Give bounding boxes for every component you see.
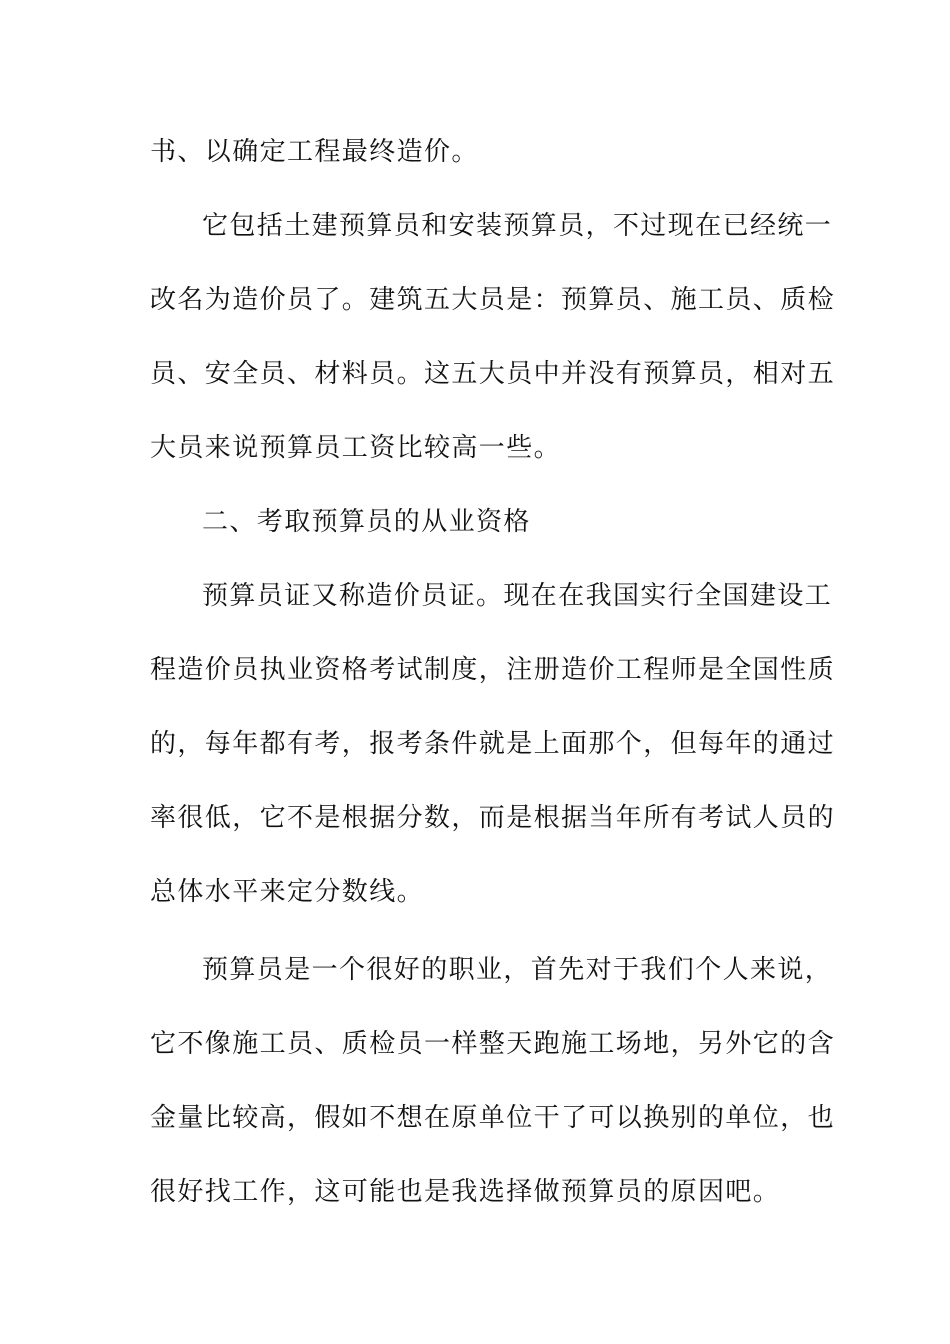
text-line: 员、安全员、材料员。这五大员中并没有预算员，相对五 xyxy=(150,359,836,389)
text-line: 它不像施工员、质检员一样整天跑施工场地，另外它的含 xyxy=(150,1029,836,1059)
section-heading: 二、考取预算员的从业资格 xyxy=(202,507,531,537)
text-line: 金量比较高，假如不想在原单位干了可以换别的单位，也 xyxy=(150,1103,836,1133)
text-line: 大员来说预算员工资比较高一些。 xyxy=(150,433,562,463)
paragraph-first-line: 它包括土建预算员和安装预算员，不过现在已经统一 xyxy=(202,211,833,241)
paragraph-first-line: 预算员证又称造价员证。现在在我国实行全国建设工 xyxy=(202,581,833,611)
text-line: 的，每年都有考，报考条件就是上面那个，但每年的通过 xyxy=(150,729,836,759)
text-line: 总体水平来定分数线。 xyxy=(150,877,425,907)
text-line: 改名为造价员了。建筑五大员是：预算员、施工员、质检 xyxy=(150,285,836,315)
text-line: 率很低，它不是根据分数，而是根据当年所有考试人员的 xyxy=(150,803,836,833)
text-line: 程造价员执业资格考试制度，注册造价工程师是全国性质 xyxy=(150,655,836,685)
text-line: 很好找工作，这可能也是我选择做预算员的原因吧。 xyxy=(150,1177,781,1207)
paragraph-first-line: 预算员是一个很好的职业，首先对于我们个人来说， xyxy=(202,955,833,985)
text-line: 书、以确定工程最终造价。 xyxy=(150,137,479,167)
